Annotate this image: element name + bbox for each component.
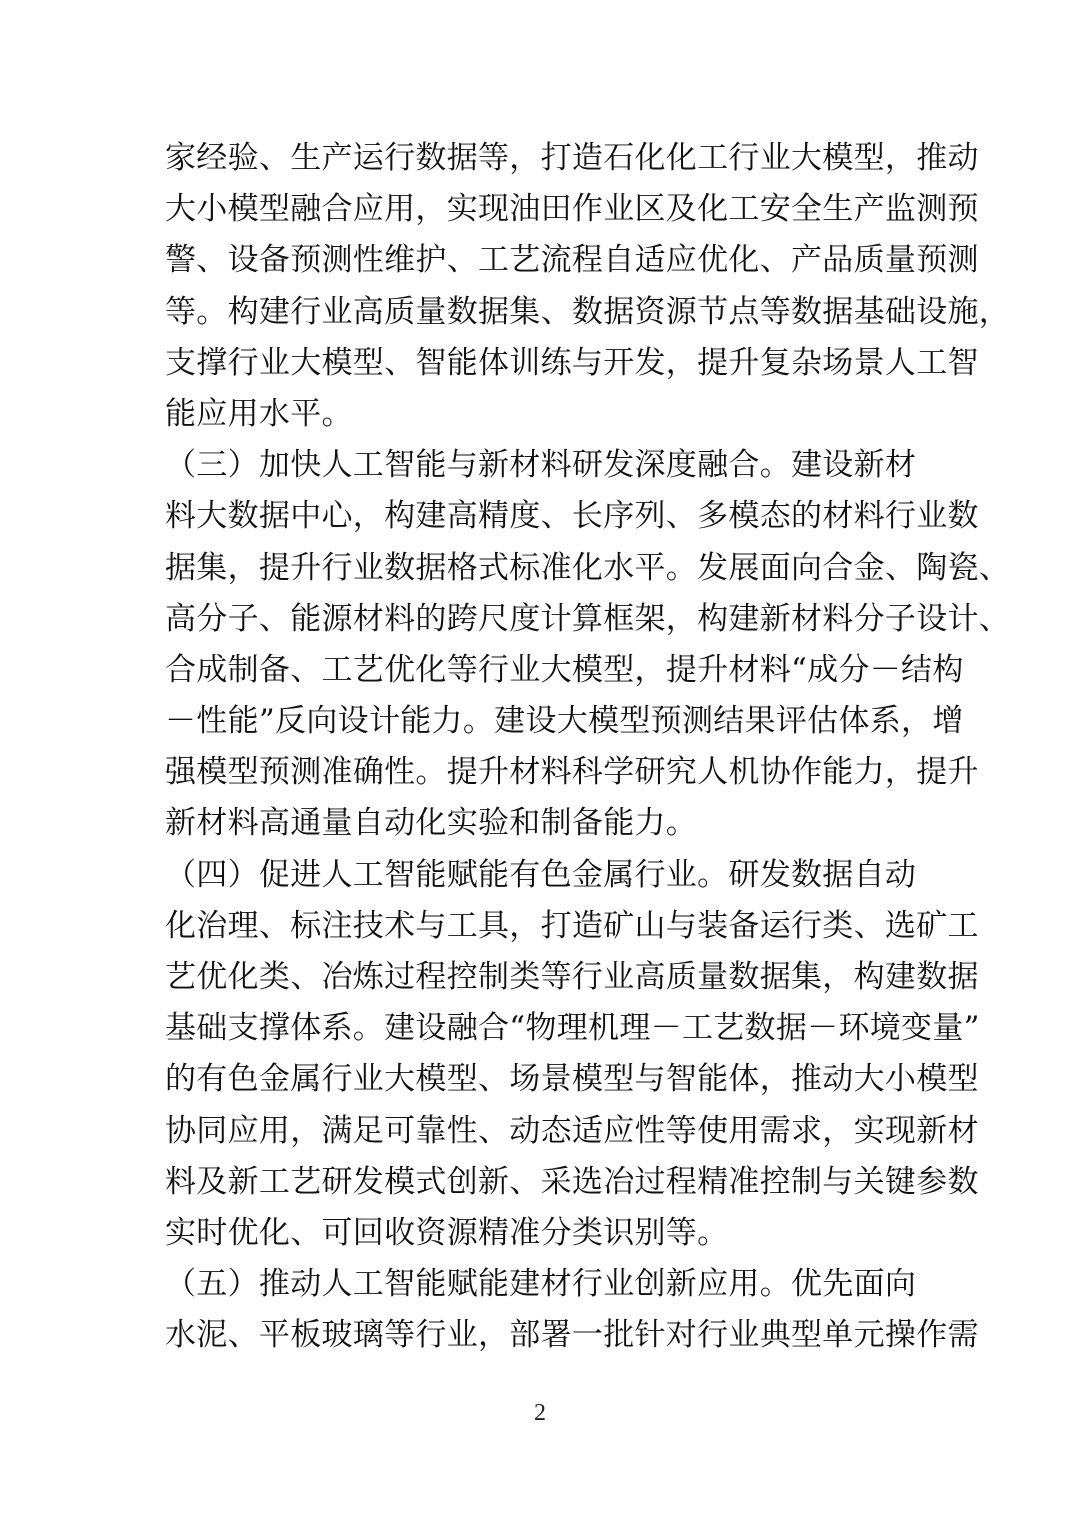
text-line: 强模型预测准确性。提升材料科学研究人机协作能力，提升 <box>165 754 979 791</box>
section-heading-line: （三）加快人工智能与新材料研发深度融合。建设新材 <box>165 447 917 484</box>
text-line: 家经验、生产运行数据等，打造石化化工行业大模型，推动 <box>165 140 979 176</box>
text-line: 等。构建行业高质量数据集、数据资源节点等数据基础设施， <box>165 293 1011 330</box>
text-line: 料及新工艺研发模式创新、采选冶过程精准控制与关键参数 <box>165 1163 979 1200</box>
text-line: 协同应用，满足可靠性、动态适应性等使用需求，实现新材 <box>165 1112 979 1149</box>
text-line: 据集，提升行业数据格式标准化水平。发展面向合金、陶瓷、 <box>165 549 1011 586</box>
text-line: 料大数据中心，构建高精度、长序列、多模态的材料行业数 <box>165 498 979 535</box>
text-line: 合成制备、工艺优化等行业大模型，提升材料“成分－结构 <box>165 651 964 688</box>
text-line: 艺优化类、冶炼过程控制类等行业高质量数据集，构建数据 <box>165 959 979 995</box>
text-line: 基础支撑体系。建设融合“物理机理－工艺数据－环境变量” <box>165 1010 980 1047</box>
page-number: 2 <box>534 1400 546 1426</box>
text-line: 新材料高通量自动化实验和制备能力。 <box>165 805 698 842</box>
text-line: 高分子、能源材料的跨尺度计算框架，构建新材料分子设计、 <box>165 600 1011 637</box>
text-line: 支撑行业大模型、智能体训练与开发，提升复杂场景人工智 <box>165 344 979 381</box>
section-heading-line: （四）促进人工智能赋能有色金属行业。研发数据自动 <box>165 856 917 893</box>
text-line: 的有色金属行业大模型、场景模型与智能体，推动大小模型 <box>165 1061 979 1098</box>
text-line: 水泥、平板玻璃等行业，部署一批针对行业典型单元操作需 <box>165 1317 979 1354</box>
text-line: 化治理、标注技术与工具，打造矿山与装备运行类、选矿工 <box>165 907 979 944</box>
text-line: 大小模型融合应用，实现油田作业区及化工安全生产监测预 <box>165 191 979 228</box>
text-line: －性能”反向设计能力。建设大模型预测结果评估体系，增 <box>165 703 964 740</box>
section-heading-line: （五）推动人工智能赋能建材行业创新应用。优先面向 <box>165 1266 917 1303</box>
text-line: 实时优化、可回收资源精准分类识别等。 <box>165 1214 729 1251</box>
body-text <box>165 133 1011 1362</box>
text-line: 能应用水平。 <box>165 395 353 432</box>
text-line: 警、设备预测性维护、工艺流程自适应优化、产品质量预测 <box>165 242 979 279</box>
